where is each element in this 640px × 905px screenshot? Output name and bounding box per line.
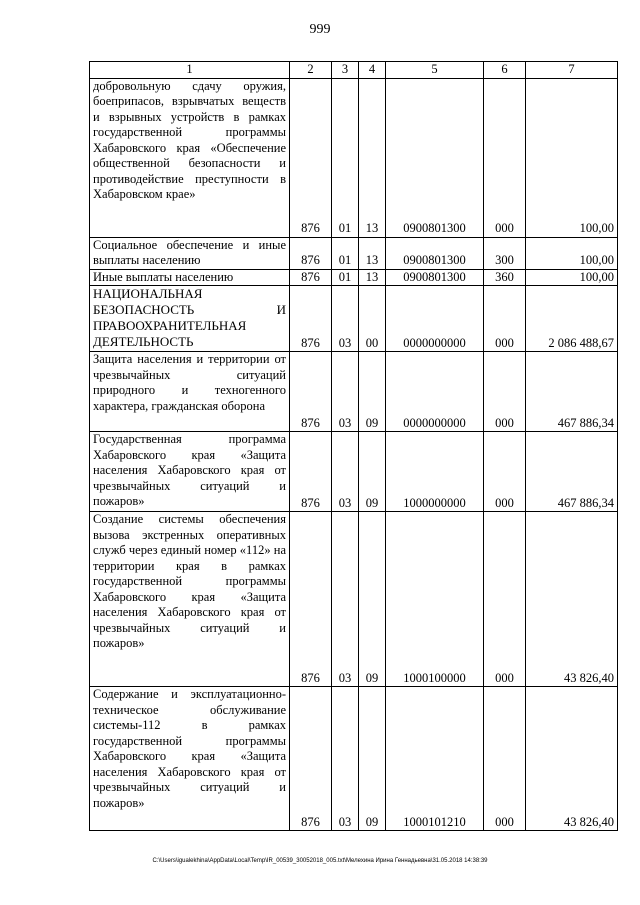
cell-vr: 000	[484, 432, 526, 512]
cell-csr: 0900801300	[386, 269, 484, 286]
table-row	[90, 269, 618, 286]
cell-csr: 0000000000	[386, 352, 484, 432]
cell-vr: 000	[484, 352, 526, 432]
header-cell: 7	[526, 62, 618, 79]
cell-pr: 13	[359, 78, 386, 237]
row-name: Создание системы обеспечения вызова экстренных оперативных служб через единый номер «112» на территории края в рамках государственной программы Хабаровского края «Защита населения Хабаровского края от чрезвычайных ситуаций и пожаров»	[90, 512, 290, 687]
cell-csr: 0900801300	[386, 237, 484, 269]
cell-ved: 876	[290, 269, 332, 286]
cell-csr: 1000100000	[386, 512, 484, 687]
cell-csr: 0000000000	[386, 286, 484, 352]
table-row	[90, 352, 618, 432]
table-row	[90, 687, 618, 831]
cell-rz: 03	[332, 432, 359, 512]
cell-ved: 876	[290, 512, 332, 687]
cell-amount: 467 886,34	[526, 432, 618, 512]
cell-pr: 00	[359, 286, 386, 352]
cell-rz: 01	[332, 237, 359, 269]
budget-table	[89, 61, 618, 831]
cell-pr: 09	[359, 432, 386, 512]
cell-rz: 01	[332, 269, 359, 286]
header-cell: 4	[359, 62, 386, 79]
table-row	[90, 286, 618, 352]
cell-csr: 0900801300	[386, 78, 484, 237]
cell-vr: 000	[484, 286, 526, 352]
table-row	[90, 432, 618, 512]
cell-amount: 2 086 488,67	[526, 286, 618, 352]
cell-csr: 1000101210	[386, 687, 484, 831]
cell-rz: 01	[332, 78, 359, 237]
cell-pr: 09	[359, 512, 386, 687]
page-number: 999	[309, 22, 331, 37]
header-cell: 1	[90, 62, 290, 79]
cell-rz: 03	[332, 286, 359, 352]
table-row	[90, 78, 618, 237]
row-name: Иные выплаты населению	[90, 269, 290, 286]
row-name: добровольную сдачу оружия, боеприпасов, взрывчатых веществ и взрывных устройств в рамках государственной программы Хабаровского края «Обеспечение общественной безопасности и противодействие преступности в Хабаровском крае»	[90, 78, 290, 237]
header-cell: 6	[484, 62, 526, 79]
table-header-row	[90, 62, 618, 79]
file-path-footer: C:\Users\igualekhina\AppData\Local\Temp\IR_00539_30052018_005.txt\Мелехина Ирина Геннадьевна\31.05.2018 14:38:39	[152, 858, 488, 864]
cell-pr: 13	[359, 269, 386, 286]
row-name: Содержание и эксплуатационно-техническое обслуживание системы-112 в рамках государственной программы Хабаровского края «Защита населения Хабаровского края от чрезвычайных ситуаций и пожаров»	[90, 687, 290, 831]
cell-rz: 03	[332, 352, 359, 432]
cell-amount: 43 826,40	[526, 687, 618, 831]
cell-amount: 43 826,40	[526, 512, 618, 687]
header-cell: 5	[386, 62, 484, 79]
cell-vr: 000	[484, 512, 526, 687]
cell-vr: 360	[484, 269, 526, 286]
cell-pr: 09	[359, 352, 386, 432]
cell-ved: 876	[290, 78, 332, 237]
cell-rz: 03	[332, 687, 359, 831]
row-name: НАЦИОНАЛЬНАЯ БЕЗОПАСНОСТЬ И ПРАВООХРАНИТЕЛЬНАЯ ДЕЯТЕЛЬНОСТЬ	[90, 286, 290, 352]
cell-amount: 100,00	[526, 269, 618, 286]
header-cell: 2	[290, 62, 332, 79]
row-name: Социальное обеспечение и иные выплаты населению	[90, 237, 290, 269]
row-name: Государственная программа Хабаровского края «Защита населения Хабаровского края от чрезвычайных ситуаций и пожаров»	[90, 432, 290, 512]
cell-ved: 876	[290, 432, 332, 512]
cell-rz: 03	[332, 512, 359, 687]
cell-ved: 876	[290, 237, 332, 269]
cell-ved: 876	[290, 352, 332, 432]
row-name: Защита населения и территории от чрезвычайных ситуаций природного и техногенного характера, гражданская оборона	[90, 352, 290, 432]
cell-csr: 1000000000	[386, 432, 484, 512]
cell-pr: 13	[359, 237, 386, 269]
cell-ved: 876	[290, 286, 332, 352]
cell-pr: 09	[359, 687, 386, 831]
table-row	[90, 512, 618, 687]
cell-amount: 100,00	[526, 237, 618, 269]
cell-vr: 000	[484, 78, 526, 237]
cell-vr: 300	[484, 237, 526, 269]
cell-ved: 876	[290, 687, 332, 831]
header-cell: 3	[332, 62, 359, 79]
cell-amount: 100,00	[526, 78, 618, 237]
cell-amount: 467 886,34	[526, 352, 618, 432]
table-row	[90, 237, 618, 269]
cell-vr: 000	[484, 687, 526, 831]
